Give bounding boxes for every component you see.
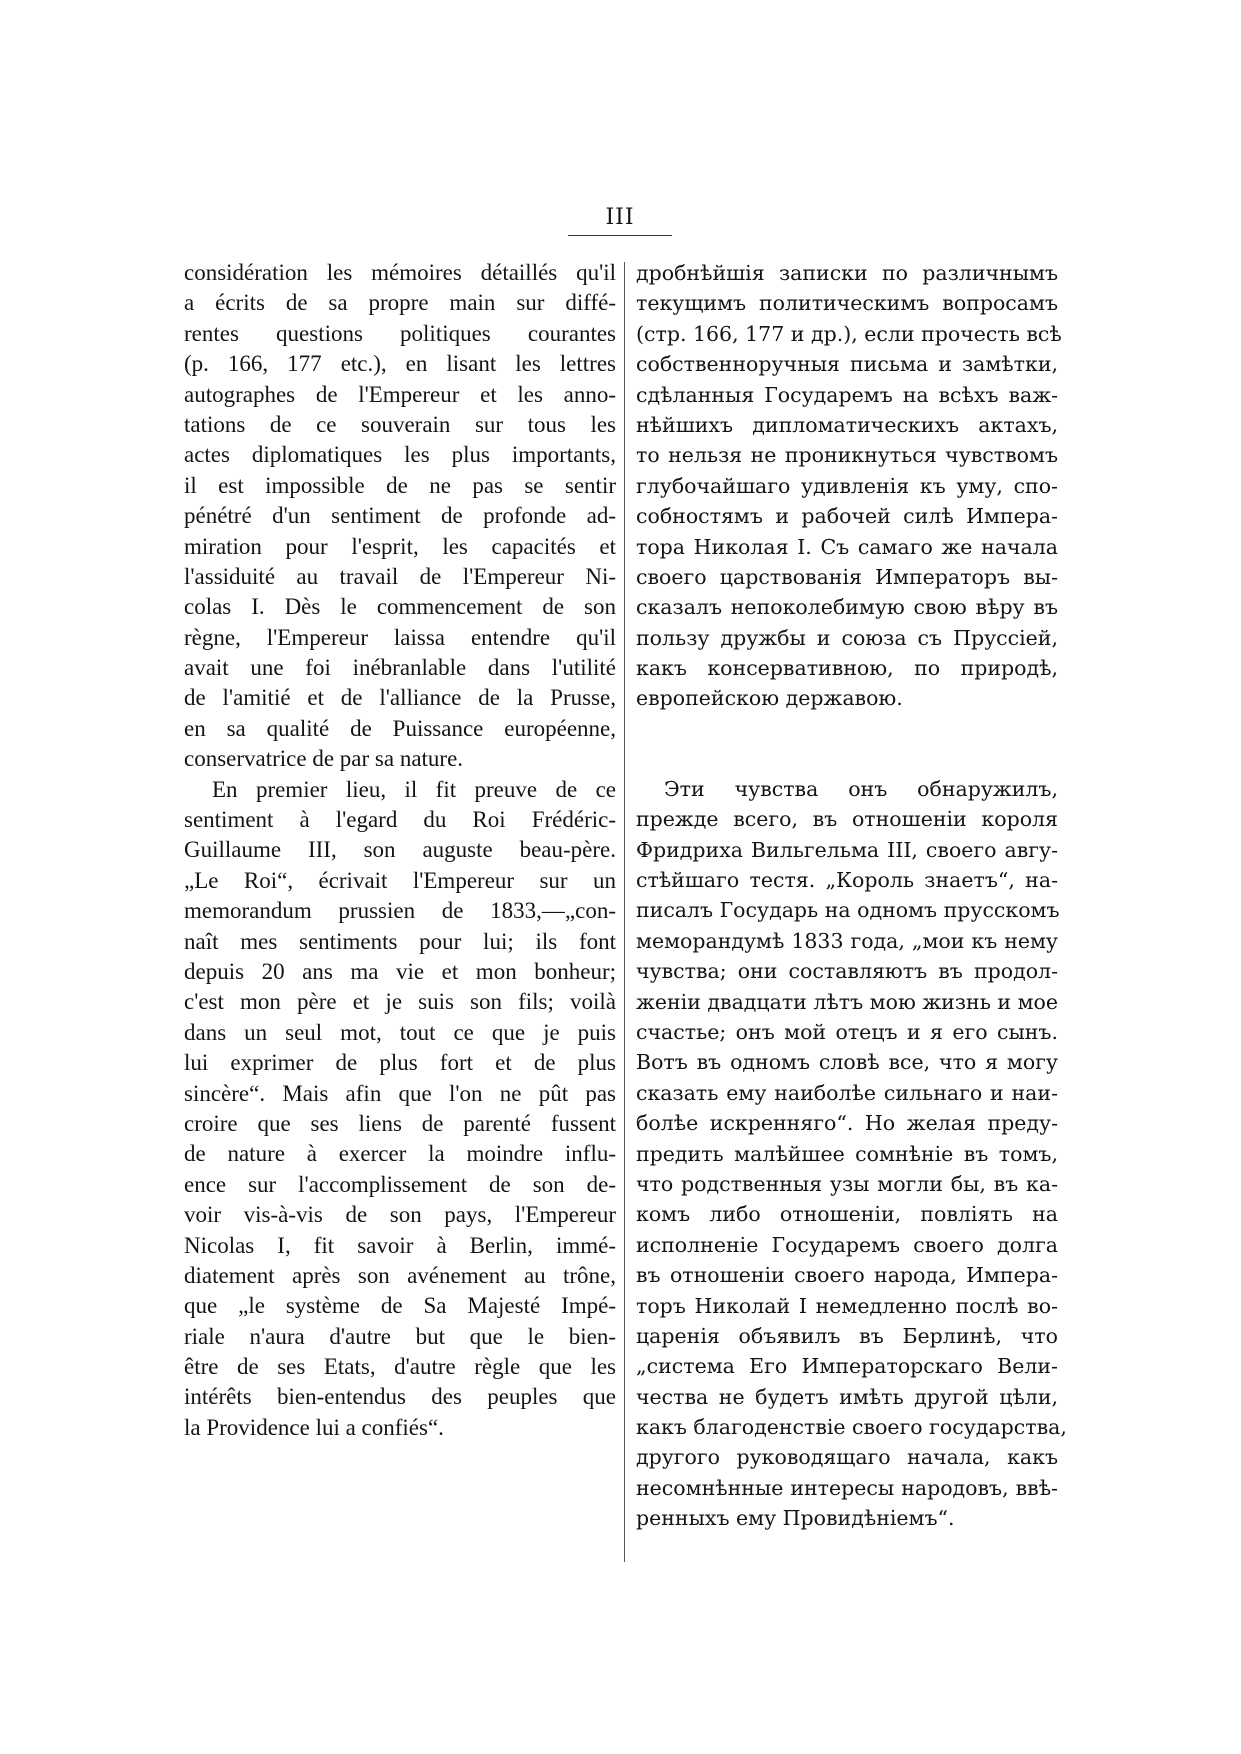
text-line: règne, l'Empereur laissa entendre qu'il: [184, 624, 616, 650]
text-line: avait une foi inébranlable dans l'utilité: [184, 655, 616, 681]
text-line: дробнѣйшія записки по различнымъ: [636, 261, 1058, 285]
text-line: de nature à exercer la moindre influ-: [184, 1141, 616, 1167]
text-line: considération les mémoires détaillés qu'il: [184, 260, 616, 285]
text-line: croire que ses liens de parenté fussent: [184, 1110, 616, 1136]
text-line: сказать ему наиболѣе сильнаго и наи-: [636, 1080, 1058, 1105]
text-line: riale n'aura d'autre but que le bien-: [184, 1323, 616, 1349]
text-line: женіи двадцати лѣтъ мою жизнь и мое: [636, 989, 1058, 1014]
text-line: несомнѣнные интересы народовъ, ввѣ-: [636, 1475, 1058, 1500]
text-line: l'assiduité au travail de l'Empereur Ni-: [184, 563, 616, 589]
text-line: въ отношеніи своего народа, Импера-: [636, 1263, 1058, 1288]
text-line: c'est mon père et je suis son fils; voilà: [184, 989, 616, 1015]
text-line: colas I. Dès le commencement de son: [184, 594, 616, 620]
text-line: сдѣланныя Государемъ на всѣхъ важ-: [636, 382, 1058, 407]
text-line: прежде всего, въ отношеніи короля: [636, 807, 1058, 832]
french-paragraph-2: [184, 775, 616, 1444]
text-line: царенія объявилъ въ Берлинѣ, что: [636, 1323, 1058, 1348]
text-line: miration pour l'esprit, les capacités et: [184, 533, 616, 559]
page-number: III: [605, 205, 635, 230]
text-line: (p. 166, 177 etc.), en lisant les lettres: [184, 351, 616, 377]
text-line: a écrits de sa propre main sur diffé-: [184, 290, 616, 316]
text-line: Nicolas I, fit savoir à Berlin, immé-: [184, 1232, 616, 1258]
russian-column: [636, 258, 1067, 1534]
text-line: sentiment à l'egard du Roi Frédéric-: [184, 807, 616, 833]
text-line: voir vis-à-vis de son pays, l'Empereur: [184, 1202, 616, 1228]
text-line: исполненіе Государемъ своего долга: [636, 1232, 1058, 1257]
text-line: европейскою державою.: [636, 686, 903, 711]
text-line: Вотъ въ одномъ словѣ все, что я могу: [636, 1050, 1058, 1075]
russian-paragraph-1: [636, 258, 1062, 714]
text-line: нѣйшихъ дипломатическихъ актахъ,: [636, 412, 1058, 437]
text-line: собственноручныя письма и замѣтки,: [636, 352, 1058, 377]
text-line: Фридриха Вильгельма III, своего авгу-: [636, 837, 1058, 862]
text-line: торъ Николай I немедленно послѣ во-: [636, 1293, 1058, 1318]
text-line: другого руководящаго начала, какъ: [636, 1445, 1058, 1470]
text-line: что родственныя узы могли бы, въ ка-: [636, 1171, 1058, 1196]
text-line: „система Его Императорскаго Вели-: [636, 1354, 1058, 1379]
text-line: текущимъ политическимъ вопросамъ: [636, 291, 1058, 316]
text-line: счастье; онъ мой отецъ и я его сынъ.: [636, 1019, 1058, 1044]
text-line: пользу дружбы и союза съ Пруссіей,: [636, 625, 1058, 650]
french-column: [184, 258, 616, 1443]
text-line: „Le Roi“, écrivait l'Empereur sur un: [184, 867, 616, 893]
text-line: autographes de l'Empereur et les anno-: [184, 381, 616, 407]
text-line: ence sur l'accomplissement de son de-: [184, 1171, 616, 1197]
text-line: actes diplomatiques les plus importants,: [184, 442, 616, 468]
french-paragraph-1: [184, 258, 616, 775]
text-line: болѣе искренняго“. Но желая преду-: [636, 1111, 1058, 1136]
text-line: rentes questions politiques courantes: [184, 320, 616, 346]
text-line: la Providence lui a confiés“.: [184, 1414, 444, 1440]
text-line: глубочайшаго удивленія къ уму, спо-: [636, 473, 1058, 498]
text-line: conservatrice de par sa nature.: [184, 746, 464, 772]
page-number-rule: [568, 235, 672, 236]
text-line: (стр. 166, 177 и др.), если прочесть всѣ: [636, 321, 1062, 346]
text-line: dans un seul mot, tout ce que je puis: [184, 1019, 616, 1045]
text-line: intérêts bien-entendus des peuples que: [184, 1384, 616, 1410]
text-line: que „le système de Sa Majesté Impé-: [184, 1293, 616, 1319]
text-line: de l'amitié et de l'alliance de la Prusse,: [184, 685, 616, 711]
text-line: sincère“. Mais afin que l'on ne pût pas: [184, 1080, 616, 1106]
text-line: depuis 20 ans ma vie et mon bonheur;: [184, 958, 616, 984]
column-divider: [624, 262, 625, 1562]
text-line: какъ консервативною, по природѣ,: [636, 656, 1058, 681]
text-line: собностямъ и рабочей силѣ Импера-: [636, 504, 1058, 529]
text-line: комъ либо отношеніи, повліять на: [636, 1202, 1058, 1227]
text-line: какъ благоденствіе своего государства,: [636, 1415, 1067, 1440]
text-line: Guillaume III, son auguste beau-père.: [184, 837, 616, 863]
text-line: En premier lieu, il fit preuve de ce: [212, 776, 616, 802]
text-line: ренныхъ ему Провидѣніемъ“.: [636, 1506, 955, 1531]
text-line: сказалъ непоколебимую свою вѣру въ: [636, 595, 1058, 620]
text-line: memorandum prussien de 1833,—„con-: [184, 898, 616, 924]
text-line: своего царствованія Императоръ вы-: [636, 564, 1058, 589]
text-line: предить малѣйшее сомнѣніе въ томъ,: [636, 1141, 1058, 1166]
text-line: il est impossible de ne pas se sentir: [184, 472, 616, 498]
text-line: стѣйшаго тестя. „Король знаетъ“, на-: [636, 868, 1058, 893]
text-line: être de ses Etats, d'autre règle que les: [184, 1354, 616, 1380]
text-line: en sa qualité de Puissance européenne,: [184, 715, 616, 741]
text-line: lui exprimer de plus fort et de plus: [184, 1050, 616, 1076]
text-line: чества не будетъ имѣть другой цѣли,: [636, 1384, 1058, 1409]
text-line: чувства; они составляютъ въ продол-: [636, 959, 1058, 984]
text-line: писалъ Государь на одномъ прусскомъ: [636, 898, 1060, 923]
text-line: pénétré d'un sentiment de profonde ad-: [184, 503, 616, 529]
text-line: tations de ce souverain sur tous les: [184, 411, 616, 437]
russian-paragraph-2: [636, 774, 1067, 1534]
text-line: diatement après son avénement au trône,: [184, 1262, 616, 1288]
text-line: меморандумѣ 1833 года, „мои къ нему: [636, 928, 1058, 953]
text-line: Эти чувства онъ обнаружилъ,: [664, 776, 1058, 801]
text-line: тора Николая I. Съ самаго же начала: [636, 534, 1058, 559]
text-line: naît mes sentiments pour lui; ils font: [184, 928, 616, 954]
text-line: то нельзя не проникнуться чувствомъ: [636, 443, 1058, 468]
